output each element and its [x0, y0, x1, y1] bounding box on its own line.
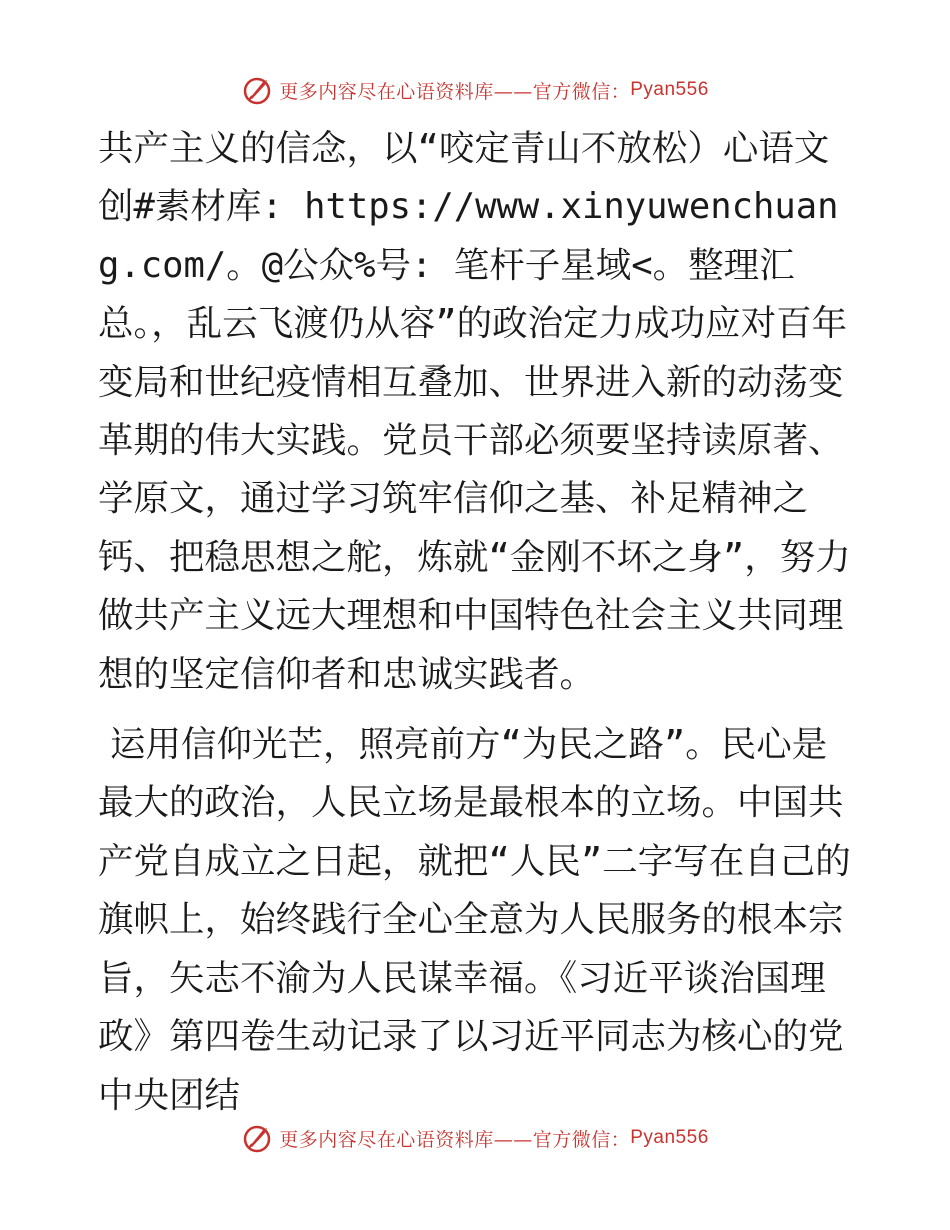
banner-text: 更多内容尽在心语资料库——官方微信：: [279, 1128, 631, 1151]
banner-text: 更多内容尽在心语资料库——官方微信：: [279, 80, 631, 103]
paragraph-1: 共产主义的信念，以“咬定青山不放松）心语文创#素材库: https://www.xinyuwenchuang.com/。@公众%号: 笔杆子星域<。整理汇总。，乱云飞渡仍从容”的政治定力成功应对百年变局和世纪疫情相互叠加、世界进入新的动荡变革期的伟大实践。党员干部必须要坚持读原著、学原文，通过学习筑牢信仰之基、补足精神之钙、把稳思想之舵，炼就“金刚不坏之身”，努力做共产主义远大理想和中国特色社会主义共同理想的坚定信仰者和忠诚实践者。: [98, 128, 851, 695]
paragraph-2: 运用信仰光芒，照亮前方“为民之路”。民心是最大的政治，人民立场是最根本的立场。中国共产党自成立之日起，就把“人民”二字写在自己的旗帜上，始终践行全心全意为人民服务的根本宗旨，矢志不渝为人民谋幸福。《习近平谈治国理政》第四卷生动记录了以习近平同志为核心的党中央团结: [98, 724, 851, 1116]
footer-banner: [0, 1118, 950, 1158]
document-body: [98, 120, 858, 1125]
banner-wechat-id: Pyan556: [630, 79, 709, 100]
quill-logo-icon: [241, 74, 273, 106]
quill-logo-icon: [241, 1122, 273, 1154]
header-banner: [0, 70, 950, 110]
banner-wechat-id: Pyan556: [630, 1127, 709, 1148]
